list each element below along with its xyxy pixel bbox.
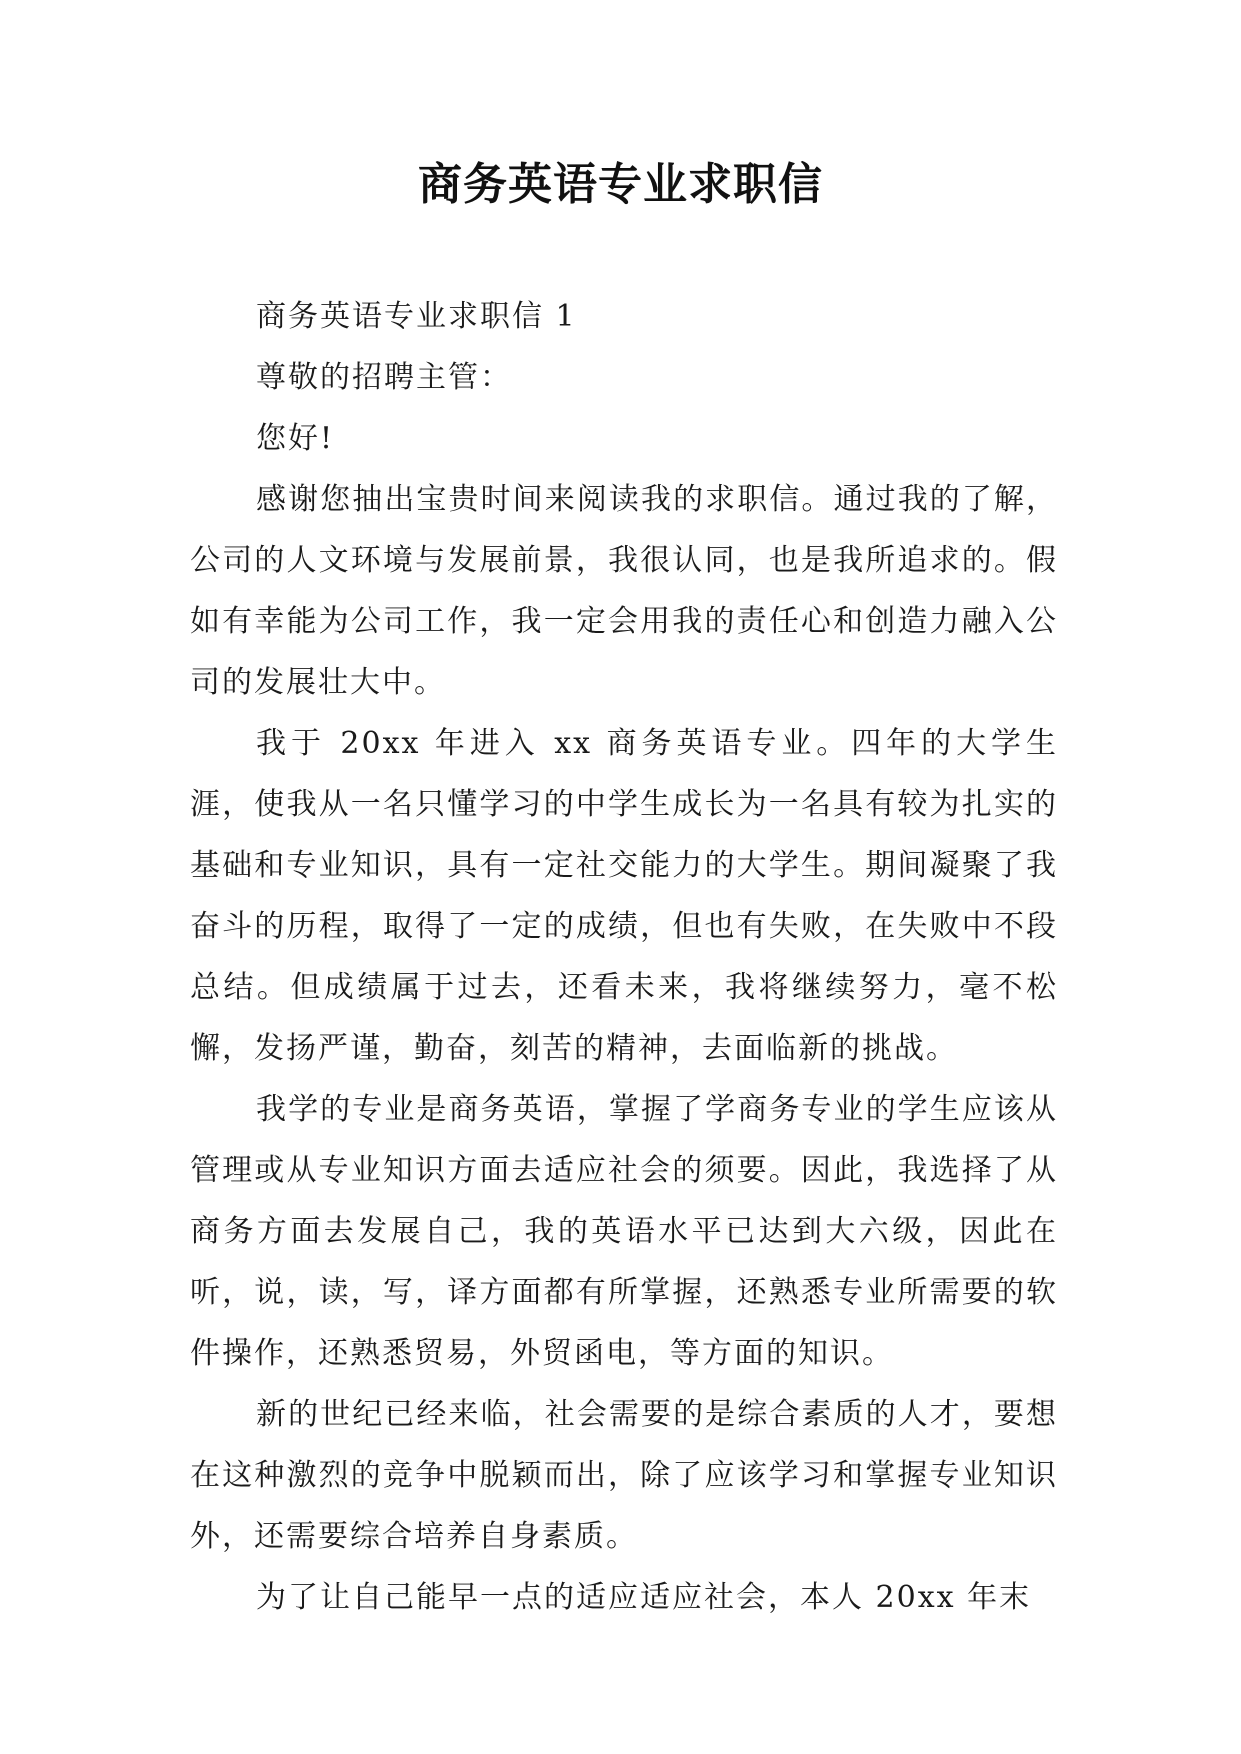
salutation: 尊敬的招聘主管： [256, 360, 512, 395]
document-title: 商务英语专业求职信 [418, 159, 823, 210]
paragraph-thanks: 感谢您抽出宝贵时间来阅读我的求职信。通过我的了解，公司的人文环境与发展前景，我很认同，也是我所追求的。假如有幸能为公司工作，我一定会用我的责任心和创造力融入公司的发展壮大中。 [190, 482, 1058, 700]
paragraph-new-century: 新的世纪已经来临，社会需要的是综合素质的人才，要想在这种激烈的竞争中脱颖而出，除了应该学习和掌握专业知识外，还需要综合培养自身素质。 [190, 1397, 1058, 1554]
paragraph-major: 我学的专业是商务英语，掌握了学商务专业的学生应该从管理或从专业知识方面去适应社会的须要。因此，我选择了从商务方面去发展自己，我的英语水平已达到大六级，因此在听，说，读，写，译方面都有所掌握，还熟悉专业所需要的软件操作，还熟悉贸易，外贸函电，等方面的知识。 [190, 1092, 1058, 1371]
greeting: 您好! [256, 421, 335, 456]
paragraph-education: 我于 20xx 年进入 xx 商务英语专业。四年的大学生涯，使我从一名只懂学习的中学生成长为一名具有较为扎实的基础和专业知识，具有一定社交能力的大学生。期间凝聚了我奋斗的历程，取得了一定的成绩，但也有失败，在失败中不段总结。但成绩属于过去，还看未来，我将继续努力，毫不松懈，发扬严谨，勤奋，刻苦的精神，去面临新的挑战。 [190, 726, 1058, 1066]
paragraph-adapt: 为了让自己能早一点的适应适应社会，本人 20xx 年末 [256, 1580, 1032, 1615]
letter-body [190, 286, 1058, 1628]
letter-heading-line: 商务英语专业求职信 1 [256, 299, 577, 334]
